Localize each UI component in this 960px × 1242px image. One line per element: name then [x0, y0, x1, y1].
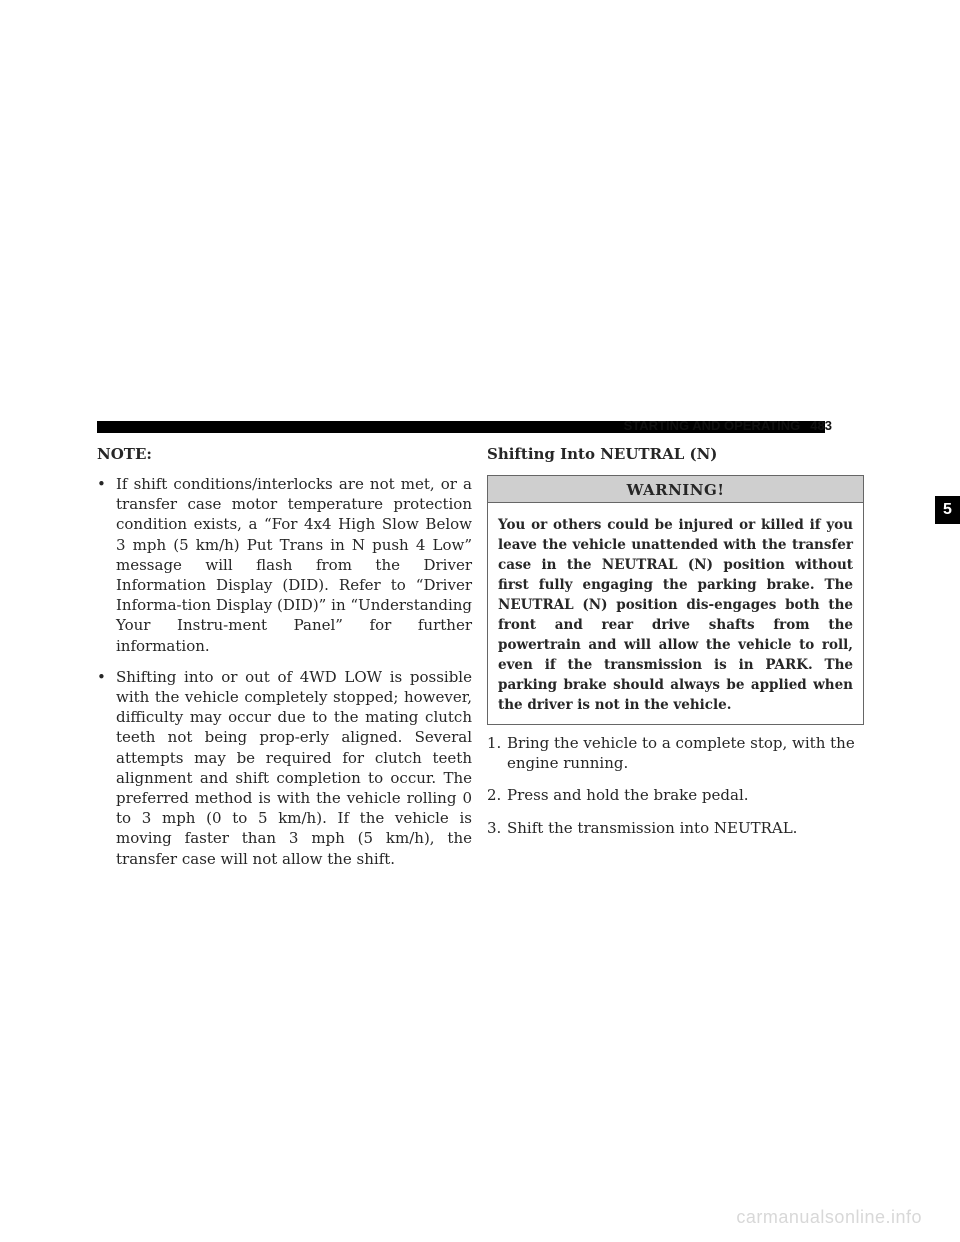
note-title: NOTE:	[97, 445, 152, 463]
bullet-item	[97, 667, 472, 869]
step-item	[487, 733, 864, 773]
warning-title: WARNING!	[488, 476, 863, 503]
bullet-icon: •	[97, 667, 106, 686]
step-item	[487, 785, 864, 805]
page-number: 483	[810, 418, 832, 433]
bullet-text: Shifting into or out of 4WD LOW is possible with the vehicle completely stopped; however, difficulty may occur due to the mating clutch teeth not being prop-erly aligned. Several attempts may be required for clutch teeth alignment and shift completion to occur. The preferred method is with the vehicle rolling 0 to 3 mph (0 to 5 km/h). If the vehicle is moving faster than 3 mph (5 km/h), the transfer case will not allow the shift.	[116, 667, 472, 868]
right-column	[487, 445, 864, 850]
step-text: Bring the vehicle to a complete stop, with the engine running.	[507, 734, 855, 773]
bullet-icon: •	[97, 475, 106, 493]
step-number: 3.	[487, 818, 502, 837]
step-text: Press and hold the brake pedal.	[507, 786, 749, 805]
warning-text: You or others could be injured or killed if you leave the vehicle unattended with the transfer case in the NEUTRAL (N) position without first fully engaging the parking brake. The NEUTRAL (N) position dis-engages both the front and rear drive shafts from the powertrain and will allow the vehicle to roll, even if the transmission is in PARK. The parking brake should always be applied when the driver is not in the vehicle.	[498, 517, 853, 713]
step-number: 1.	[487, 734, 502, 752]
step-item	[487, 818, 864, 838]
watermark: carmanualsonline.info	[736, 1207, 922, 1227]
bullet-text: If shift conditions/interlocks are not met, or a transfer case motor temperature protection condition exists, a “For 4x4 High Slow Below 3 mph (5 km/h) Put Trans in N push 4 Low” message will flash from the Driver Information Display (DID). Refer to “Driver Informa-tion Display (DID)” in “Understanding Your Instru-ment Panel” for further information.	[116, 475, 472, 655]
steps-list	[487, 733, 864, 838]
warning-box	[487, 475, 864, 725]
section-title: Shifting Into NEUTRAL (N)	[487, 445, 718, 463]
bullet-item	[97, 474, 472, 656]
chapter-tab: 5	[935, 496, 960, 524]
section-name: STARTING AND OPERATING	[623, 418, 801, 433]
step-text: Shift the transmission into NEUTRAL.	[507, 818, 798, 837]
left-column	[97, 445, 472, 880]
step-number: 2.	[487, 786, 502, 805]
running-header	[624, 418, 832, 433]
